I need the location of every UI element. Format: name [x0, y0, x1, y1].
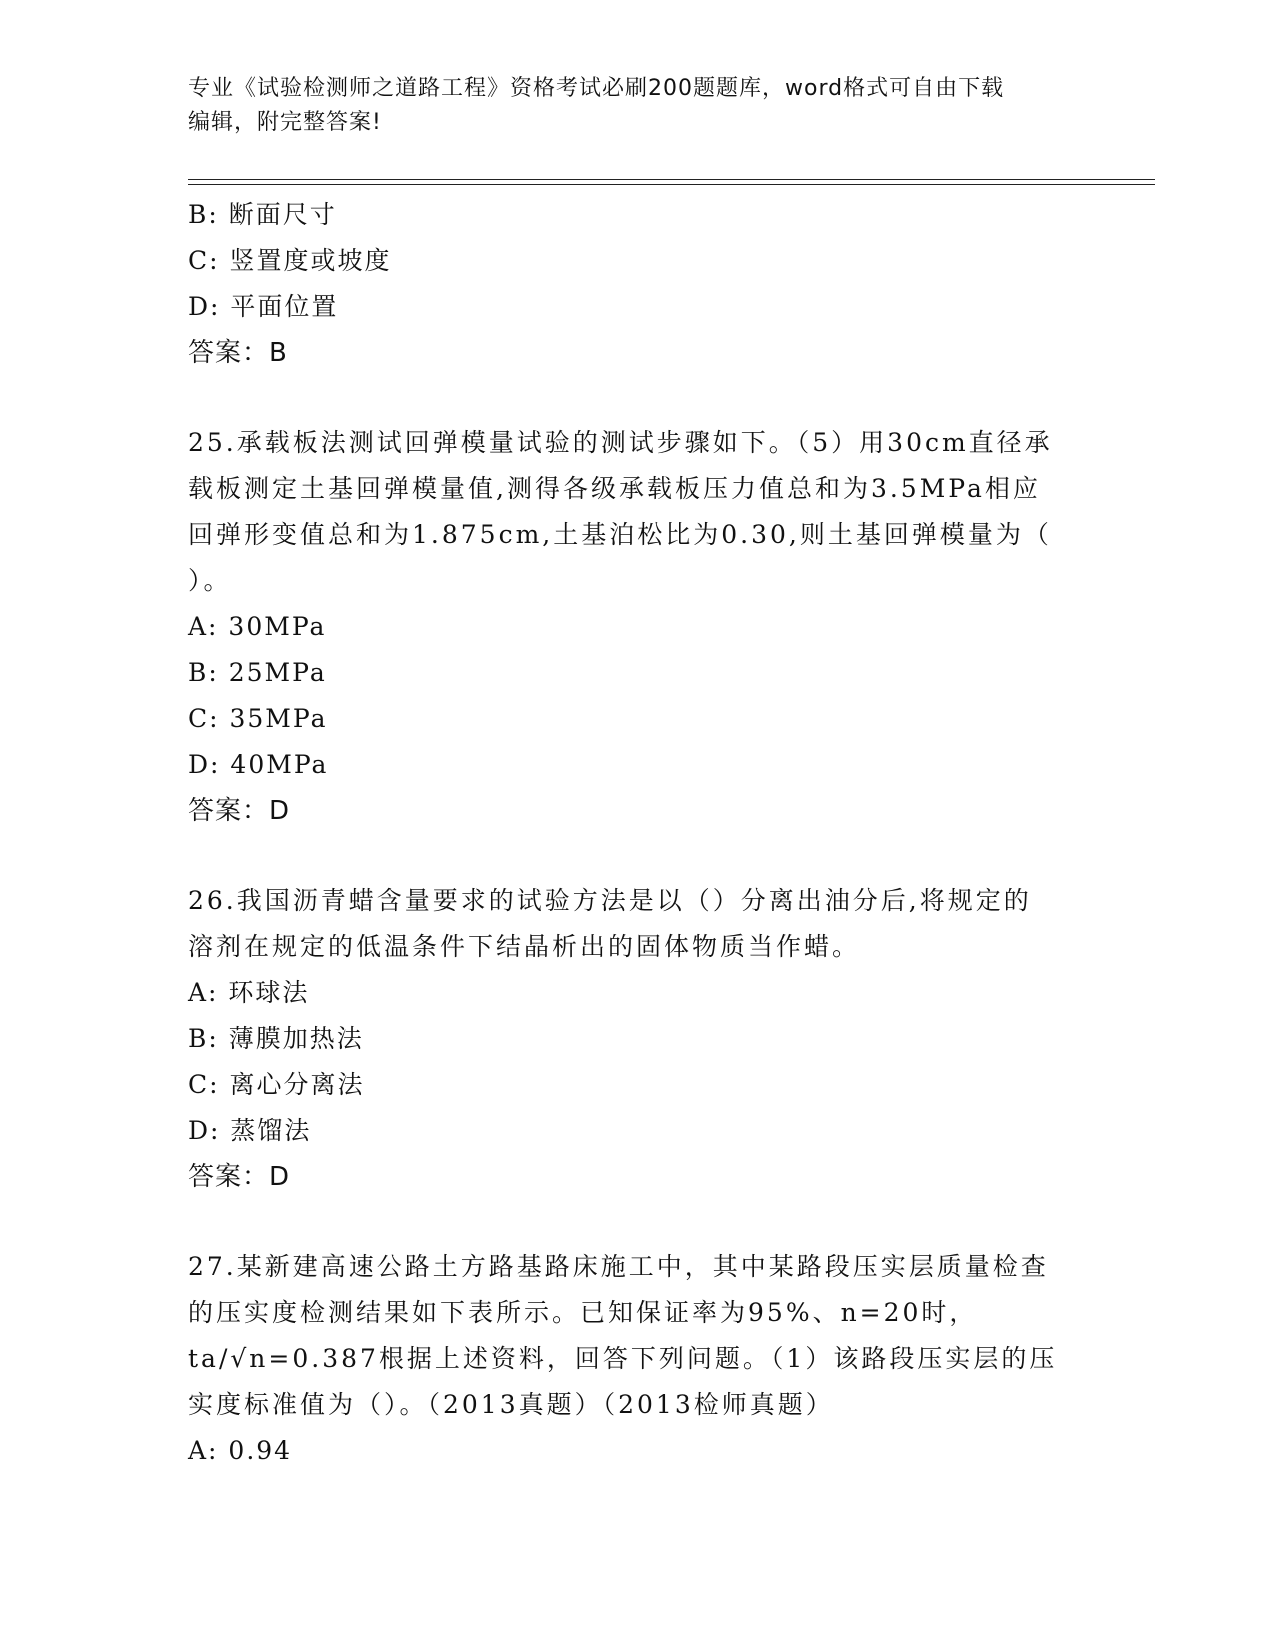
stem-line: 溶剂在规定的低温条件下结晶析出的固体物质当作蜡。: [188, 932, 861, 961]
header-line-2: 编辑，附完整答案!: [188, 110, 382, 135]
stem-line: 的压实度检测结果如下表所示。已知保证率为95%、n=20时，: [188, 1298, 978, 1327]
answer: 答案：D: [188, 1162, 291, 1192]
stem-line: 实度标准值为（）。（2013真题）（2013检师真题）: [188, 1390, 834, 1419]
option-d: D: 平面位置: [188, 292, 339, 321]
question-stem: [188, 420, 1088, 604]
option-b: B: 断面尺寸: [188, 200, 337, 229]
question-27: [188, 1244, 1088, 1474]
stem-line: 26.我国沥青蜡含量要求的试验方法是以（）分离出油分后,将规定的: [188, 886, 1032, 915]
stem-line: ）。: [188, 566, 232, 595]
stem-line: 27.某新建高速公路土方路基路床施工中，其中某路段压实层质量检查: [188, 1252, 1049, 1281]
answer: 答案：B: [188, 338, 288, 368]
answer: 答案：D: [188, 796, 291, 826]
option-b: B: 25MPa: [188, 658, 327, 687]
option-b: B: 薄膜加热法: [188, 1024, 364, 1053]
option-a: A: 0.94: [188, 1436, 293, 1465]
option-a: A: 环球法: [188, 978, 310, 1007]
question-stem: [188, 1244, 1088, 1428]
question-26: [188, 878, 1088, 1200]
option-d: D: 蒸馏法: [188, 1116, 312, 1145]
document-header: [188, 72, 1088, 140]
stem-line: ta/√n=0.387根据上述资料，回答下列问题。（1）该路段压实层的压: [188, 1344, 1058, 1373]
document-body: [188, 192, 1088, 1474]
question-25: [188, 420, 1088, 834]
stem-line: 载板测定土基回弹模量值,测得各级承载板压力值总和为3.5MPa相应: [188, 474, 1041, 503]
question-stem: [188, 878, 1088, 970]
option-c: C: 竖置度或坡度: [188, 246, 392, 275]
option-d: D: 40MPa: [188, 750, 329, 779]
stem-line: 25.承载板法测试回弹模量试验的测试步骤如下。（5）用30cm直径承: [188, 428, 1053, 457]
option-c: C: 35MPa: [188, 704, 328, 733]
header-divider-2: [188, 184, 1155, 185]
header-divider: [188, 179, 1155, 180]
header-line-1: 专业《试验检测师之道路工程》资格考试必刷200题题库，word格式可自由下载: [188, 76, 1005, 101]
option-c: C: 离心分离法: [188, 1070, 365, 1099]
prev-question-tail: [188, 192, 1088, 376]
stem-line: 回弹形变值总和为1.875cm,土基泊松比为0.30,则土基回弹模量为（: [188, 520, 1052, 549]
option-a: A: 30MPa: [188, 612, 327, 641]
